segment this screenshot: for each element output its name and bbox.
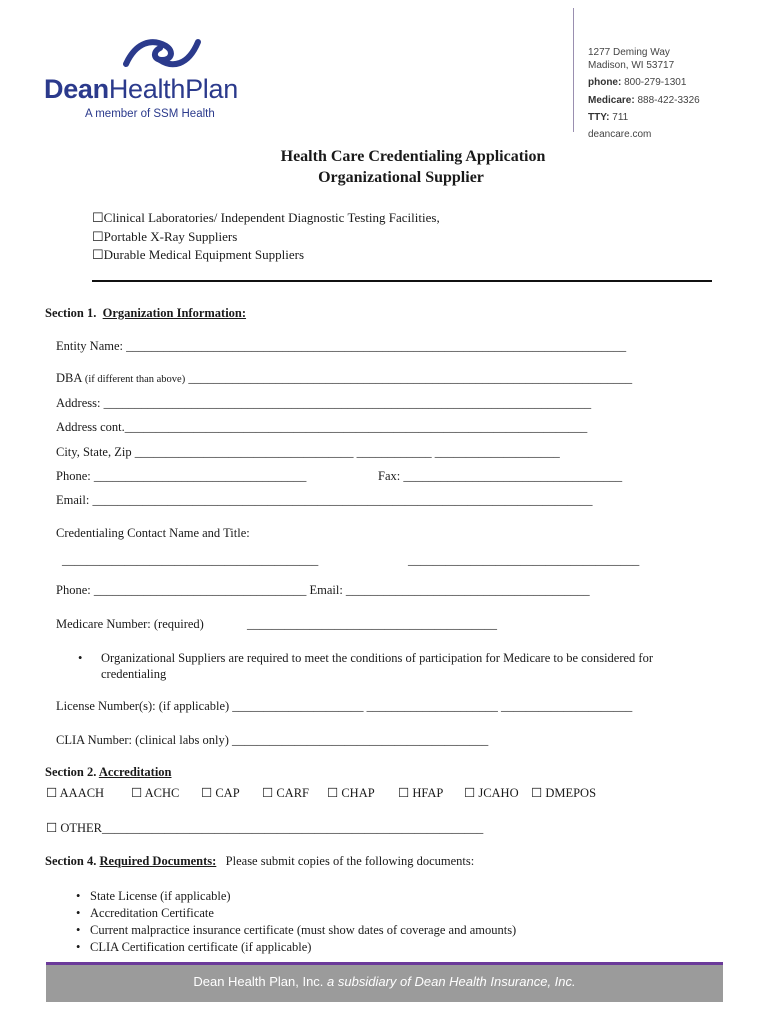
email-field[interactable]: Email: ________________________________________________________________________________ <box>56 493 593 507</box>
logo-tagline: A member of SSM Health <box>85 108 215 120</box>
medicare-contact: Medicare: 888-422-3326 <box>588 95 700 106</box>
bullet-icon: • <box>76 923 81 937</box>
address-line-2: Madison, WI 53717 <box>588 60 675 71</box>
category-checkbox-dme[interactable]: ☐Durable Medical Equipment Suppliers <box>92 247 305 262</box>
section-4-heading: Section 4. Required Documents: Please submit copies of the following documents: <box>45 854 475 868</box>
section-1-heading: Section 1. Organization Information: <box>45 306 247 320</box>
section-2-heading: Section 2. Accreditation <box>45 765 172 779</box>
footer-text: Dean Health Plan, Inc. a subsidiary of Dean Health Insurance, Inc. <box>193 974 576 989</box>
accreditation-aaach-checkbox[interactable]: ☐ AAACH <box>46 786 105 800</box>
city-state-zip-field[interactable]: City, State, Zip ___________________________________ ____________ ____________________ <box>56 445 560 459</box>
phone-field[interactable]: Phone: __________________________________ <box>56 469 307 483</box>
fax-field[interactable]: Fax: ___________________________________ <box>378 469 623 483</box>
accreditation-chap-checkbox[interactable]: ☐ CHAP <box>327 786 375 800</box>
website-link[interactable]: deancare.com <box>588 129 652 140</box>
accreditation-other-field[interactable]: ☐ OTHER_____________________________________________________________ <box>46 821 484 835</box>
header-divider <box>573 8 574 132</box>
license-number-field[interactable]: License Number(s): (if applicable) _____________________ _____________________ _____________________ <box>56 699 633 713</box>
contact-name-label: Credentialing Contact Name and Title: <box>56 526 250 540</box>
medicare-note-line-2: credentialing <box>101 667 167 681</box>
contact-name-field[interactable]: _________________________________________ <box>62 553 319 567</box>
page-subtitle: Organizational Supplier <box>318 169 484 186</box>
bullet-icon: • <box>76 940 81 954</box>
medicare-number-label: Medicare Number: (required) <box>56 617 204 631</box>
accreditation-carf-checkbox[interactable]: ☐ CARF <box>262 786 309 800</box>
bullet-icon: • <box>76 889 81 903</box>
list-item: • Current malpractice insurance certificate (must show dates of coverage and amounts) <box>76 923 517 937</box>
dba-field[interactable]: DBA (if different than above) _______________________________________________________________________ <box>56 371 633 385</box>
title-divider <box>92 280 712 282</box>
clia-number-field[interactable]: CLIA Number: (clinical labs only) _________________________________________ <box>56 733 489 747</box>
accreditation-cap-checkbox[interactable]: ☐ CAP <box>201 786 240 800</box>
logo-wordmark: DeanHealthPlan <box>44 74 238 104</box>
tty-contact: TTY: 711 <box>588 112 629 123</box>
list-item: • Accreditation Certificate <box>76 906 214 920</box>
accreditation-dmepos-checkbox[interactable]: ☐ DMEPOS <box>531 786 597 800</box>
bullet-icon: • <box>76 906 81 920</box>
accreditation-hfap-checkbox[interactable]: ☐ HFAP <box>398 786 444 800</box>
medicare-note-line-1: Organizational Suppliers are required to meet the conditions of participation for Medicare to be considered for <box>101 651 654 665</box>
list-item: • State License (if applicable) <box>76 889 231 903</box>
required-documents-list <box>76 888 516 956</box>
contact-phone-email-field[interactable]: Phone: __________________________________ Email: _______________________________________ <box>56 583 590 597</box>
address-cont-field[interactable]: Address cont.__________________________________________________________________________ <box>56 420 588 434</box>
page-title: Health Care Credentialing Application <box>280 148 546 165</box>
address-field[interactable]: Address: ______________________________________________________________________________ <box>56 396 592 410</box>
contact-title-field[interactable]: _____________________________________ <box>408 553 640 567</box>
list-item: • CLIA Certification certificate (if applicable) <box>76 940 312 954</box>
phone-contact: phone: 800-279-1301 <box>588 77 687 88</box>
category-checkbox-clinical-labs[interactable]: ☐Clinical Laboratories/ Independent Diagnostic Testing Facilities, <box>92 210 440 225</box>
entity-name-field[interactable]: Entity Name: ________________________________________________________________________________ <box>56 339 627 353</box>
medicare-number-field[interactable]: ________________________________________ <box>247 617 497 631</box>
category-checkbox-xray[interactable]: ☐Portable X-Ray Suppliers <box>92 229 238 244</box>
address-line-1: 1277 Deming Way <box>588 47 670 58</box>
accreditation-achc-checkbox[interactable]: ☐ ACHC <box>131 786 180 800</box>
dean-logo-icon <box>122 36 204 70</box>
bullet-icon: • <box>78 651 83 665</box>
accreditation-jcaho-checkbox[interactable]: ☐ JCAHO <box>464 786 519 800</box>
